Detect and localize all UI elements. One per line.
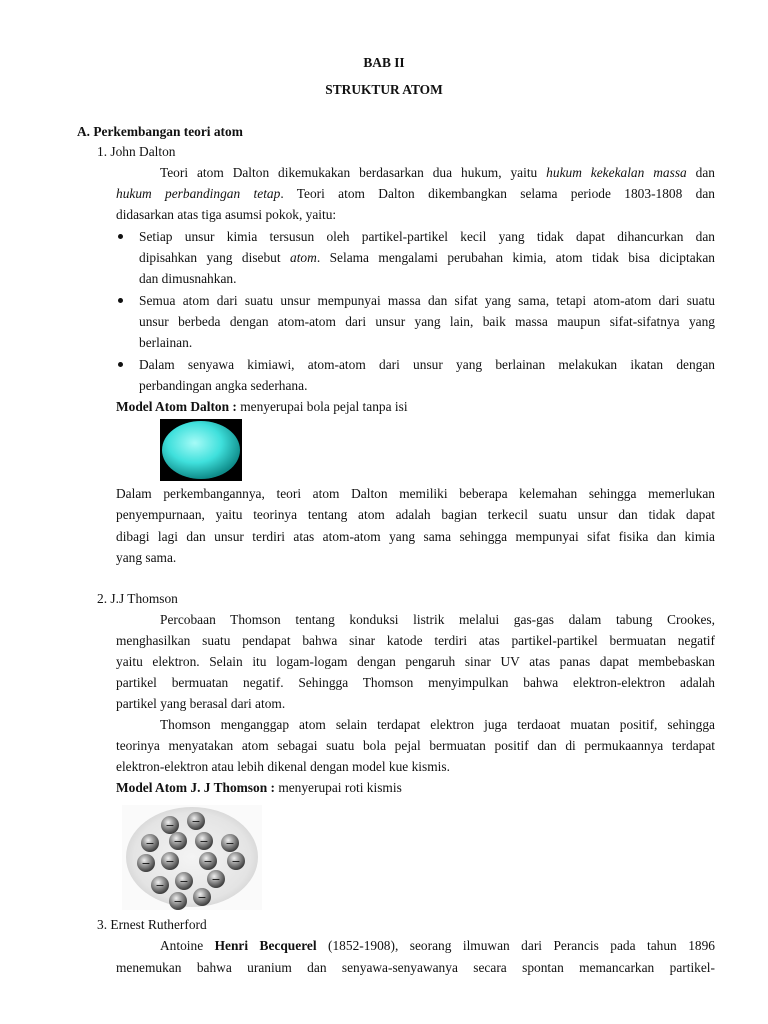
electron-sign: − bbox=[199, 835, 209, 848]
dalton-p1-line2: hukum perbandingan tetap. Teori atom Dalton dikembangkan selama periode 1803-1808 dan bbox=[116, 186, 715, 201]
dalton-bullet1-line2: dipisahkan yang disebut atom. Selama mengalami perubahan kimia, atom tidak bisa diciptakan bbox=[139, 250, 715, 265]
dalton-bullet2-line1: Semua atom dari suatu unsur mempunyai massa dan sifat yang sama, tetapi atom-atom dari suatu bbox=[139, 293, 715, 308]
electron-sign: − bbox=[203, 855, 213, 868]
electron-sign: − bbox=[225, 837, 235, 850]
dalton-model-label: Model Atom Dalton : bbox=[116, 399, 241, 414]
dalton-bullet2-line3: berlainan. bbox=[139, 335, 193, 350]
electron-sign: − bbox=[165, 855, 175, 868]
electron-sign: − bbox=[191, 815, 201, 828]
thomson-p1-line2: menghasilkan suatu pendapat bahwa sinar katode terdiri atas partikel-partikel bermuatan negatif bbox=[116, 633, 715, 648]
thomson-model-label: Model Atom J. J Thomson : bbox=[116, 780, 279, 795]
dalton-p1-line1: Teori atom Dalton dikemukakan berdasarkan dua hukum, yaitu hukum kekekalan massa dan bbox=[160, 165, 715, 180]
dalton-model-line bbox=[116, 399, 408, 415]
bullet-icon bbox=[118, 298, 123, 303]
chapter-label: BAB II bbox=[363, 55, 405, 70]
subsection-heading-thomson: 2. J.J Thomson bbox=[97, 591, 178, 606]
thomson-p1-line3: yaitu elektron. Selain itu logam-logam dengan pengaruh sinar UV atas panas dapat membebaskan bbox=[116, 654, 715, 669]
section-heading-a: A. Perkembangan teori atom bbox=[77, 124, 243, 139]
dalton-atom-image bbox=[160, 419, 242, 481]
subsection-heading-rutherford: 3. Ernest Rutherford bbox=[97, 917, 207, 932]
thomson-p1-line5: partikel yang berasal dari atom. bbox=[116, 696, 286, 711]
dalton-bullet1-line3: dan dimusnahkan. bbox=[139, 271, 237, 286]
dalton-model-desc: menyerupai bola pejal tanpa isi bbox=[240, 399, 408, 414]
thomson-model-line bbox=[116, 780, 402, 796]
page-title: STRUKTUR ATOM bbox=[325, 82, 443, 97]
dalton-bullet1-line1: Setiap unsur kimia tersusun oleh partikel-partikel kecil yang tidak dapat dihancurkan dan bbox=[139, 229, 715, 244]
thomson-model-desc: menyerupai roti kismis bbox=[278, 780, 402, 795]
rutherford-p1-line1: Antoine Henri Becquerel (1852-1908), seorang ilmuwan dari Perancis pada tahun 1896 bbox=[160, 938, 715, 953]
electron-sign: − bbox=[165, 819, 175, 832]
electron-sign: − bbox=[155, 879, 165, 892]
dalton-p2-line2: penyempurnaan, yaitu teorinya tentang atom adalah bagian terkecil suatu unsur dan tidak dapat bbox=[116, 507, 715, 522]
rutherford-p1-line2: menemukan bahwa uranium dan senyawa-senyawanya secara spontan memancarkan partikel- bbox=[116, 960, 715, 975]
dalton-bullet3-line1: Dalam senyawa kimiawi, atom-atom dari unsur yang berlainan melakukan ikatan dengan bbox=[139, 357, 715, 372]
dalton-p2-line4: yang sama. bbox=[116, 550, 177, 565]
electron-sign: − bbox=[179, 875, 189, 888]
bullet-icon bbox=[118, 362, 123, 367]
electron-sign: − bbox=[173, 835, 183, 848]
electron-sign: − bbox=[173, 895, 183, 908]
thomson-p2-line2: teorinya menyatakan atom sebagai suatu bola pejal bermuatan positif dan di permukaannya terdapat bbox=[116, 738, 715, 753]
electron-sign: − bbox=[197, 891, 207, 904]
electron-sign: − bbox=[141, 857, 151, 870]
dalton-p1-line3: didasarkan atas tiga asumsi pokok, yaitu: bbox=[116, 207, 337, 222]
dalton-p2-line1: Dalam perkembangannya, teori atom Dalton memiliki beberapa kelemahan sehingga memerlukan bbox=[116, 486, 715, 501]
thomson-p2-line1: Thomson menganggap atom selain terdapat elektron juga terdaoat muatan positif, sehingga bbox=[160, 717, 715, 732]
thomson-atom-image bbox=[122, 805, 262, 910]
electron-sign: − bbox=[231, 855, 241, 868]
thomson-p1-line4: partikel bermuatan negatif. Sehingga Thomson menyimpulkan bahwa elektron-elektron adalah bbox=[116, 675, 715, 690]
electron-sign: − bbox=[211, 873, 221, 886]
bullet-icon bbox=[118, 234, 123, 239]
dalton-bullet3-line2: perbandingan angka sederhana. bbox=[139, 378, 308, 393]
thomson-p1-line1: Percobaan Thomson tentang konduksi listrik melalui gas-gas dalam tabung Crookes, bbox=[160, 612, 715, 627]
dalton-bullet2-line2: unsur berbeda dengan atom-atom dari unsur yang lain, baik massa maupun sifat-sifatnya yang bbox=[139, 314, 715, 329]
thomson-p2-line3: elektron-elektron atau lebih dikenal dengan model kue kismis. bbox=[116, 759, 450, 774]
subsection-heading-dalton: 1. John Dalton bbox=[97, 144, 176, 159]
dalton-p2-line3: dibagi lagi dan unsur terdiri atas atom-atom yang sama sehingga mempunyai sifat fisika dan kimia bbox=[116, 529, 715, 544]
electron-sign: − bbox=[145, 837, 155, 850]
